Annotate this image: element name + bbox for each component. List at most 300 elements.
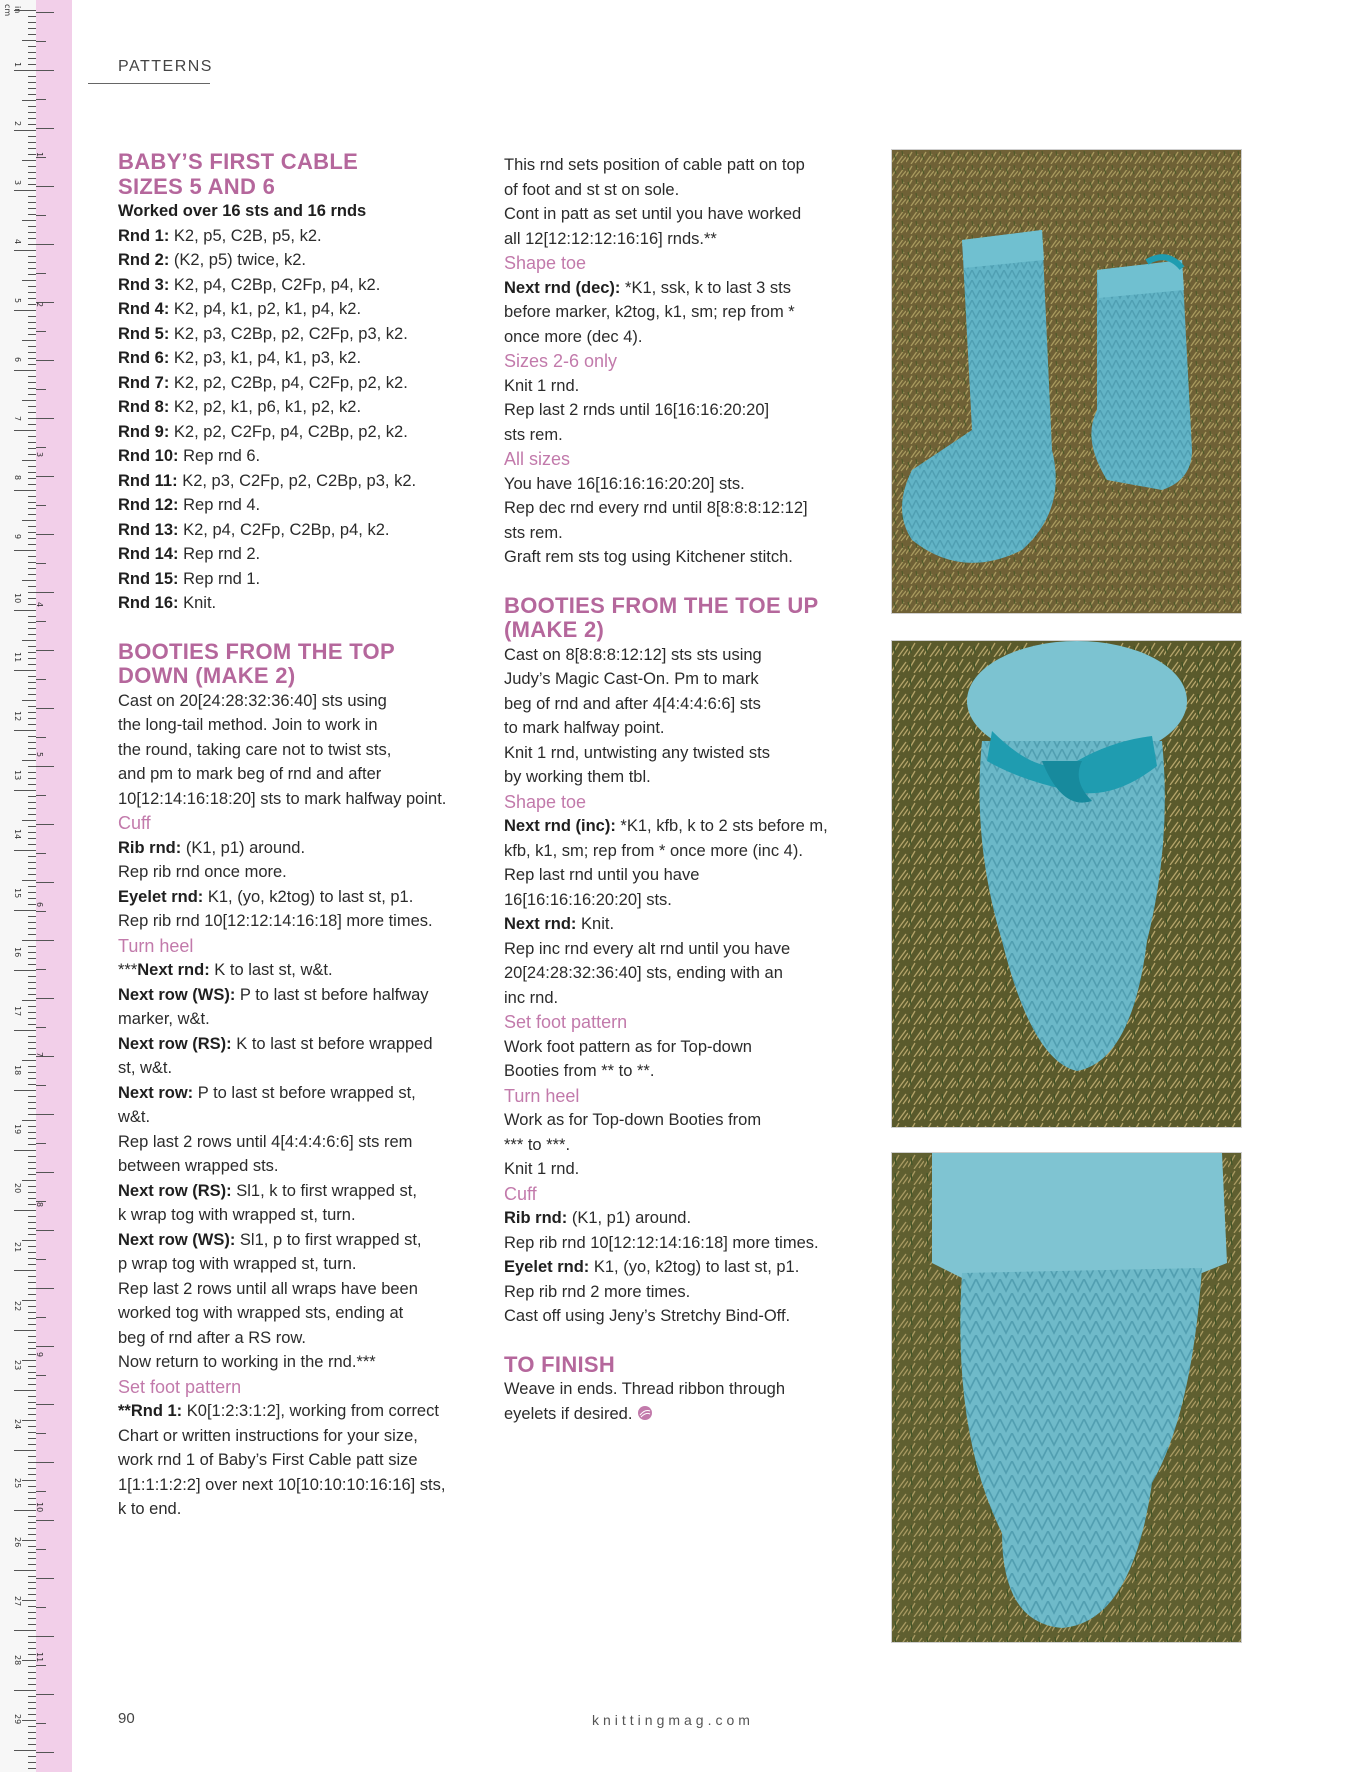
ruler-tick — [36, 650, 54, 651]
ruler-cm-number: 2 — [13, 121, 22, 127]
yarn-ball-end-icon — [637, 1405, 653, 1421]
heel-step-8: Rep last 2 rows until all wraps have been worked tog with wrapped sts, ending at beg of rnd after a RS row. Now return to working in the rnd.*** — [118, 1279, 418, 1371]
round-row: Rnd 13: K2, p4, C2Fp, C2Bp, p4, k2. — [118, 520, 390, 539]
ruler-tick — [28, 1366, 36, 1367]
ruler-tick — [28, 1018, 36, 1019]
ruler-tick — [36, 1549, 46, 1550]
ruler-tick — [28, 94, 36, 95]
ruler-tick — [36, 679, 46, 680]
rib-rnd-2: Rib rnd: (K1, p1) around. — [504, 1209, 692, 1227]
ruler-cm-number: 20 — [13, 1183, 22, 1194]
ruler-tick — [28, 1396, 36, 1397]
ruler-tick — [28, 1714, 36, 1715]
ruler-tick — [28, 466, 36, 467]
subheading-turn-heel-2: Turn heel — [504, 1085, 580, 1106]
ruler-tick — [14, 1270, 36, 1271]
dec-rnd-cont-2: once more (dec 4). — [504, 327, 643, 346]
ruler-tick — [22, 760, 36, 761]
ruler-tick — [28, 562, 36, 563]
ruler-tick — [14, 850, 36, 851]
ruler-tick — [28, 766, 36, 767]
ruler-tick — [28, 1168, 36, 1169]
ruler-tick — [14, 1090, 36, 1091]
ruler-tick — [28, 1474, 36, 1475]
ruler-tick — [28, 1612, 36, 1613]
ruler-tick — [28, 1684, 36, 1685]
inc-rnd-cont: kfb, k1, sm; rep from * once more (inc 4). Rep last rnd until you have 16[16:16:16:20:20] sts. — [504, 841, 803, 909]
ruler-tick — [28, 772, 36, 773]
heel-step-3: Next row (RS): K to last st before wrapped — [118, 1034, 433, 1053]
rib-rep: Rep rib rnd once more. — [118, 863, 287, 881]
ruler-tick — [14, 130, 36, 131]
ruler-tick — [28, 232, 36, 233]
heel-step-7-cont: p wrap tog with wrapped st, turn. — [118, 1255, 357, 1273]
ruler-tick — [28, 1624, 36, 1625]
ruler-tick — [36, 215, 46, 216]
ruler-tick — [28, 1696, 36, 1697]
final-text: Rep rib rnd 2 more times. Cast off using Jeny’s Stretchy Bind-Off. — [504, 1282, 791, 1325]
ruler-tick — [36, 1143, 46, 1144]
ruler-cm-number: 14 — [13, 829, 22, 840]
ruler-tick — [28, 874, 36, 875]
ruler-tick — [22, 1000, 36, 1001]
ruler-tick — [22, 220, 36, 221]
ruler-tick — [28, 1336, 36, 1337]
ruler-tick — [14, 1150, 36, 1151]
cast-on-text: Cast on 20[24:28:32:36:40] sts using the long-tail method. Join to work in the round, taking care not to twist sts, and pm to mark beg of rnd and after 10[12:14:16:18:20] sts to mark halfway point. — [118, 691, 447, 808]
ruler-tick — [14, 550, 36, 551]
ruler-tick — [36, 824, 54, 825]
ruler-tick — [28, 442, 36, 443]
ruler-cm-number: 19 — [13, 1124, 22, 1135]
ruler-tick — [28, 1084, 36, 1085]
inc-rnd: Next rnd (inc): *K1, kfb, k to 2 sts before m, — [504, 817, 828, 835]
ruler-tick — [28, 46, 36, 47]
ruler-tick — [22, 640, 36, 641]
ruler-tick — [28, 1732, 36, 1733]
ruler-tick — [36, 360, 54, 361]
ruler-tick — [28, 286, 36, 287]
eyelet-rnd: Eyelet rnd: K1, (yo, k2tog) to last st, p1. — [118, 887, 414, 906]
ruler-tick — [14, 910, 36, 911]
ruler-tick — [28, 1048, 36, 1049]
ruler-tick — [28, 1318, 36, 1319]
ruler-tick — [28, 982, 36, 983]
ruler-tick — [28, 478, 36, 479]
ruler-tick — [36, 708, 54, 709]
ruler-tick — [28, 706, 36, 707]
ruler-cm-number: 16 — [13, 947, 22, 958]
ruler-tick — [28, 568, 36, 569]
ruler-tick — [28, 592, 36, 593]
ruler-tick — [28, 178, 36, 179]
ruler-tick — [28, 808, 36, 809]
ruler-tick — [28, 1462, 36, 1463]
ruler-tick — [36, 1491, 46, 1492]
ruler-cm-number: 5 — [13, 298, 22, 304]
ruler-tick — [28, 112, 36, 113]
ruler-tick — [28, 676, 36, 677]
ruler-cm-number: 1 — [13, 62, 22, 68]
ruler-cm-number: 23 — [13, 1360, 22, 1371]
ruler-tick — [28, 856, 36, 857]
ruler-tick — [36, 592, 54, 593]
ruler-tick — [28, 724, 36, 725]
ruler-tick — [36, 12, 54, 13]
ruler-in-number: 5 — [35, 752, 44, 758]
ruler-tick — [28, 1648, 36, 1649]
ruler-tick — [28, 802, 36, 803]
heel-step-6: Next row (RS): Sl1, k to first wrapped st, — [118, 1181, 417, 1200]
ruler-tick — [28, 742, 36, 743]
ruler-tick — [36, 505, 46, 506]
ruler-tick — [28, 328, 36, 329]
ruler-cm-number: 4 — [13, 239, 22, 245]
ruler-tick — [36, 447, 46, 448]
ruler-tick — [28, 634, 36, 635]
heel-step-4-cont: w&t. — [118, 1108, 151, 1126]
ruler-tick — [36, 1520, 54, 1521]
ruler-tick — [28, 1666, 36, 1667]
ruler-tick — [36, 1462, 54, 1463]
round-row: Rnd 3: K2, p4, C2Bp, C2Fp, p4, k2. — [118, 275, 381, 294]
ruler-cm-number: 11 — [13, 652, 22, 663]
ruler-in-number: 9 — [35, 1352, 44, 1358]
ruler-tick — [28, 1066, 36, 1067]
rib-more-2: Rep rib rnd 10[12:12:14:16:18] more times. — [504, 1233, 819, 1252]
ruler-tick — [36, 1114, 54, 1115]
ruler-tick — [36, 1259, 46, 1260]
ruler-tick — [28, 292, 36, 293]
ruler-tick — [28, 1348, 36, 1349]
ruler-tick — [36, 853, 46, 854]
rib-rnd: Rib rnd: (K1, p1) around. — [118, 838, 306, 857]
ruler-tick — [28, 814, 36, 815]
ruler — [0, 0, 72, 1772]
ruler-tick — [14, 490, 36, 491]
photo-two-booties — [891, 149, 1242, 614]
ruler-tick — [22, 1360, 36, 1361]
heel-step-3-cont: st, w&t. — [118, 1059, 173, 1077]
ruler-tick — [28, 1036, 36, 1037]
ruler-tick — [22, 1180, 36, 1181]
turn-heel-2-text: Work as for Top-down Booties from *** to ***. Knit 1 rnd. — [504, 1111, 762, 1178]
dec-rnd-cont: before marker, k2tog, k1, sm; rep from * — [504, 303, 795, 321]
heading-toe-up: BOOTIES FROM THE TOE UP — [504, 592, 819, 618]
ruler-tick — [28, 1306, 36, 1307]
photo-bootie-ribbon — [891, 640, 1242, 1128]
ruler-tick — [28, 868, 36, 869]
ruler-tick — [36, 41, 46, 42]
ruler-tick — [28, 1198, 36, 1199]
ruler-tick — [22, 940, 36, 941]
ruler-tick — [28, 946, 36, 947]
ruler-tick — [36, 882, 54, 883]
ruler-tick — [28, 886, 36, 887]
ruler-tick — [14, 1630, 36, 1631]
subheading-set-foot-pattern-2: Set foot pattern — [504, 1012, 628, 1032]
ruler-tick — [28, 1144, 36, 1145]
ruler-tick — [36, 969, 46, 970]
ruler-tick — [14, 1510, 36, 1511]
heading-babys-first-cable: BABY’S FIRST CABLE — [118, 149, 359, 174]
ruler-cm-number: 25 — [13, 1478, 22, 1489]
ruler-tick — [28, 262, 36, 263]
round-row: Rnd 16: Knit. — [118, 594, 217, 612]
ruler-in-number: 10 — [35, 1502, 44, 1513]
ruler-tick — [28, 1252, 36, 1253]
ruler-tick — [28, 1312, 36, 1313]
ruler-tick — [14, 1690, 36, 1691]
ruler-tick — [28, 1468, 36, 1469]
ruler-tick — [28, 238, 36, 239]
ruler-tick — [36, 157, 46, 158]
ruler-tick — [36, 795, 46, 796]
ruler-cm-number: 26 — [13, 1537, 22, 1548]
ruler-cm-number: 29 — [13, 1714, 22, 1725]
ruler-tick — [28, 616, 36, 617]
sizes-only-text: Knit 1 rnd. Rep last 2 rnds until 16[16:16:20:20] sts rem. — [504, 376, 770, 444]
ruler-tick — [28, 1288, 36, 1289]
ruler-tick — [36, 766, 54, 767]
ruler-tick — [28, 526, 36, 527]
ruler-cm-number: 15 — [13, 888, 22, 899]
rib-more: Rep rib rnd 10[12:12:14:16:18] more times. — [118, 912, 433, 930]
ruler-tick — [14, 1750, 36, 1751]
ruler-tick — [28, 502, 36, 503]
ruler-cm-number: 28 — [13, 1655, 22, 1666]
heel-step-5-cont: between wrapped sts. — [118, 1157, 279, 1175]
ruler-tick — [28, 844, 36, 845]
ruler-tick — [36, 244, 54, 245]
ruler-tick — [28, 388, 36, 389]
ruler-tick — [28, 214, 36, 215]
ruler-tick — [36, 1172, 54, 1173]
ruler-cm-number: 22 — [13, 1301, 22, 1312]
ruler-tick — [28, 268, 36, 269]
ruler-tick — [22, 280, 36, 281]
ruler-tick — [36, 70, 54, 71]
ruler-tick — [28, 148, 36, 149]
section-label: PATTERNS — [118, 58, 213, 75]
ruler-tick — [36, 99, 46, 100]
ruler-tick — [28, 322, 36, 323]
ruler-tick — [28, 364, 36, 365]
ruler-tick — [28, 1744, 36, 1745]
ruler-tick — [28, 1162, 36, 1163]
ruler-tick — [28, 916, 36, 917]
ruler-tick — [28, 1672, 36, 1673]
ruler-tick — [28, 1264, 36, 1265]
column-middle — [504, 153, 869, 1426]
ruler-tick — [22, 1120, 36, 1121]
round-row: Rnd 9: K2, p2, C2Fp, p4, C2Bp, p2, k2. — [118, 422, 408, 441]
ruler-tick — [28, 244, 36, 245]
heel-step-2-cont: marker, w&t. — [118, 1010, 210, 1028]
ruler-in-number: 11 — [35, 1652, 44, 1663]
ruler-tick — [28, 1114, 36, 1115]
page-number: 90 — [118, 1710, 135, 1727]
heel-step-5: Rep last 2 rows until 4[4:4:4:6:6] sts rem — [118, 1132, 413, 1151]
ruler-tick — [28, 1438, 36, 1439]
ruler-in-number: 2 — [35, 302, 44, 308]
ruler-cm-number: 21 — [13, 1242, 22, 1253]
ruler-tick — [28, 226, 36, 227]
ruler-tick — [28, 622, 36, 623]
ruler-tick — [28, 412, 36, 413]
ruler-tick — [28, 1294, 36, 1295]
ruler-tick — [36, 128, 54, 129]
ruler-tick — [28, 988, 36, 989]
ruler-cm-number: 24 — [13, 1419, 22, 1430]
ruler-tick — [28, 1324, 36, 1325]
ruler-tick — [28, 1408, 36, 1409]
ruler-tick — [28, 118, 36, 119]
ruler-tick — [28, 1516, 36, 1517]
toe-up-text: Cast on 8[8:8:8:12:12] sts sts using Judy’s Magic Cast-On. Pm to mark beg of rnd and after 4[4:4:4:6:6] sts to mark halfway point. Knit 1 rnd, untwisting any twisted sts by working them tbl. — [504, 645, 770, 786]
ruler-in-number: 7 — [35, 1052, 44, 1058]
ruler-tick — [28, 586, 36, 587]
ruler-tick — [36, 1404, 54, 1405]
subheading-sizes-only: Sizes 2-6 only — [504, 351, 618, 371]
ruler-tick — [28, 748, 36, 749]
ruler-tick — [28, 424, 36, 425]
ruler-tick — [22, 40, 36, 41]
ruler-tick — [22, 1540, 36, 1541]
ruler-tick — [14, 730, 36, 731]
ruler-tick — [28, 1558, 36, 1559]
ruler-tick — [28, 334, 36, 335]
ruler-tick — [28, 1372, 36, 1373]
ruler-tick — [28, 202, 36, 203]
ruler-tick — [28, 646, 36, 647]
ruler-tick — [28, 1402, 36, 1403]
ruler-in-number: 1 — [35, 152, 44, 158]
ruler-tick — [28, 1342, 36, 1343]
ruler-tick — [22, 400, 36, 401]
ruler-tick — [28, 1444, 36, 1445]
ruler-tick — [14, 610, 36, 611]
ruler-tick — [22, 520, 36, 521]
ruler-tick — [14, 970, 36, 971]
ruler-tick — [28, 1534, 36, 1535]
ruler-tick — [14, 310, 36, 311]
finish-text: Weave in ends. Thread ribbon through — [504, 1380, 785, 1398]
inc-more: Rep inc rnd every alt rnd until you have 20[24:28:32:36:40] sts, ending with an inc rnd. — [504, 939, 791, 1007]
ruler-tick — [22, 1480, 36, 1481]
heading-to-finish: TO FINISH — [504, 1351, 616, 1377]
ruler-cm-number: 27 — [13, 1596, 22, 1607]
ruler-cm-number: 13 — [13, 770, 22, 781]
ruler-tick — [28, 1072, 36, 1073]
ruler-tick — [36, 1694, 54, 1695]
ruler-tick — [22, 880, 36, 881]
ruler-tick — [22, 460, 36, 461]
ruler-tick — [28, 994, 36, 995]
ruler-tick — [36, 1665, 46, 1666]
ruler-tick — [28, 106, 36, 107]
ruler-tick — [22, 820, 36, 821]
ruler-tick — [28, 136, 36, 137]
ruler-tick — [36, 331, 46, 332]
ruler-tick — [28, 382, 36, 383]
round-row: Rnd 7: K2, p2, C2Bp, p4, C2Fp, p2, k2. — [118, 373, 408, 392]
set-foot-cont: Chart or written instructions for your size, work rnd 1 of Baby’s First Cable patt size 1[1:1:1:2:2] over next 10[10:10:10:16:16] sts, k to end. — [118, 1426, 446, 1518]
ruler-tick — [28, 34, 36, 35]
ruler-tick — [28, 1456, 36, 1457]
ruler-tick — [28, 376, 36, 377]
ruler-tick — [22, 1420, 36, 1421]
ruler-tick — [28, 1738, 36, 1739]
ruler-tick — [28, 784, 36, 785]
round-row: Rnd 11: K2, p3, C2Fp, p2, C2Bp, p3, k2. — [118, 471, 417, 490]
section-rule — [88, 83, 210, 84]
ruler-tick — [14, 1450, 36, 1451]
eyelet-rnd-2: Eyelet rnd: K1, (yo, k2tog) to last st, p1. — [504, 1258, 800, 1276]
ruler-tick — [28, 1726, 36, 1727]
ruler-tick — [28, 1588, 36, 1589]
ruler-tick — [36, 998, 54, 999]
ruler-tick — [28, 352, 36, 353]
round-row: Rnd 5: K2, p3, C2Bp, p2, C2Fp, p3, k2. — [118, 324, 408, 343]
ruler-in-number: 4 — [35, 602, 44, 608]
ruler-tick — [28, 1156, 36, 1157]
subheading-turn-heel: Turn heel — [118, 935, 194, 956]
ruler-tick — [14, 430, 36, 431]
ruler-tick — [36, 1027, 46, 1028]
ruler-tick — [28, 964, 36, 965]
photo-bootie-closeup — [891, 1152, 1242, 1643]
ruler-tick — [28, 1498, 36, 1499]
ruler-tick — [28, 1216, 36, 1217]
ruler-tick — [14, 790, 36, 791]
ruler-cm-number: 9 — [13, 534, 22, 540]
ruler-tick — [28, 472, 36, 473]
round-row: Rnd 12: Rep rnd 4. — [118, 496, 261, 514]
ruler-tick — [28, 394, 36, 395]
all-sizes-text: You have 16[16:16:16:20:20] sts. Rep dec rnd every rnd until 8[8:8:8:12:12] sts rem. Graft rem sts tog using Kitchener stitch. — [504, 474, 808, 566]
ruler-tick — [28, 892, 36, 893]
ruler-tick — [28, 1126, 36, 1127]
ruler-tick — [28, 298, 36, 299]
ruler-tick — [36, 1346, 54, 1347]
ruler-tick — [28, 16, 36, 17]
ruler-tick — [28, 1768, 36, 1769]
ruler-tick — [28, 358, 36, 359]
ruler-tick — [28, 1138, 36, 1139]
ruler-tick — [28, 508, 36, 509]
ruler-tick — [28, 628, 36, 629]
ruler-tick — [28, 1174, 36, 1175]
ruler-tick — [28, 1234, 36, 1235]
ruler-tick — [28, 1042, 36, 1043]
ruler-tick — [28, 934, 36, 935]
ruler-cm-number: 3 — [13, 180, 22, 186]
ruler-tick — [14, 1390, 36, 1391]
ruler-tick — [28, 514, 36, 515]
ruler-tick — [28, 184, 36, 185]
ruler-tick — [28, 1708, 36, 1709]
ruler-tick — [22, 160, 36, 161]
ruler-tick — [28, 76, 36, 77]
ruler-tick — [28, 1102, 36, 1103]
worked-over: Worked over 16 sts and 16 rnds — [118, 202, 367, 220]
column-left — [118, 150, 488, 1522]
ruler-tick — [36, 1230, 54, 1231]
round-row: Rnd 2: (K2, p5) twice, k2. — [118, 251, 306, 269]
round-row: Rnd 4: K2, p4, k1, p2, k1, p4, k2. — [118, 300, 362, 318]
dec-rnd: Next rnd (dec): *K1, ssk, k to last 3 sts — [504, 278, 791, 297]
